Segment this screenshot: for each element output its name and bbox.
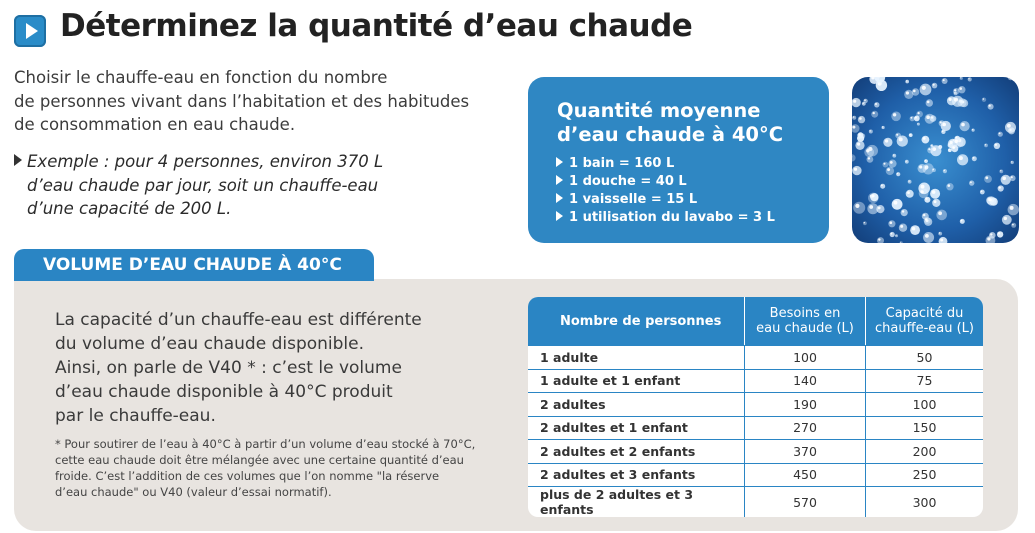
intro-line: Choisir le chauffe-eau en fonction du nombre [14,68,388,87]
section-tab [14,249,374,281]
footnote-line: cette eau chaude doit être mélangée avec une certaine quantité d’eau [55,453,464,467]
header-needs-line: eau chaude (L) [756,321,854,336]
body-line: Ainsi, on parle de V40 * : c’est le volume [55,358,402,378]
bullet-arrow-icon [556,211,563,221]
table-row [528,369,983,393]
list-item-label: 1 douche = 40 L [569,174,687,189]
header-persons: Nombre de personnes [528,297,744,345]
list-item [556,173,775,191]
cell-needs: 140 [744,369,865,393]
header-needs-line: Besoins en [769,306,841,321]
header-capacity-line: chauffe-eau (L) [875,321,974,336]
table-row [528,486,983,517]
cell-needs: 190 [744,392,865,416]
info-box-title-line: d’eau chaude à 40°C [557,123,784,146]
cell-capacity: 50 [865,345,983,369]
list-item [556,209,775,227]
water-bubbles-image [852,77,1019,243]
play-icon [14,15,46,47]
bullet-arrow-icon [14,154,22,166]
table-row [528,463,983,487]
cell-persons: 2 adultes et 1 enfant [528,416,744,440]
cell-needs: 270 [744,416,865,440]
table-row [528,416,983,440]
footnote-line: d’eau chaude" ou V40 (valeur d’essai normatif). [55,485,332,499]
body-line: par le chauffe-eau. [55,406,216,426]
table-row [528,345,983,369]
cell-capacity: 250 [865,463,983,487]
bullet-arrow-icon [556,193,563,203]
cell-persons: 1 adulte et 1 enfant [528,369,744,393]
header-needs [744,297,865,345]
cell-capacity: 100 [865,392,983,416]
cell-persons: 2 adultes et 3 enfants [528,463,744,487]
cell-needs: 370 [744,439,865,463]
example-line: Exemple : pour 4 personnes, environ 370 L [27,152,384,171]
cell-persons: 2 adultes [528,392,744,416]
cell-persons: 1 adulte [528,345,744,369]
list-item-label: 1 vaisselle = 15 L [569,192,698,207]
cell-persons: plus de 2 adultes et 3 enfants [528,486,744,517]
capacity-table [528,297,983,517]
info-box-title-line: Quantité moyenne [557,99,761,122]
cell-capacity: 300 [865,486,983,517]
bullet-arrow-icon [556,175,563,185]
cell-capacity: 150 [865,416,983,440]
intro-paragraph [14,66,514,137]
cell-capacity: 75 [865,369,983,393]
body-line: d’eau chaude disponible à 40°C produit [55,382,393,402]
body-line: La capacité d’un chauffe-eau est différente [55,310,422,330]
example-paragraph [14,150,514,221]
cell-needs: 450 [744,463,865,487]
header-capacity [865,297,983,345]
bullet-arrow-icon [556,157,563,167]
cell-needs: 570 [744,486,865,517]
table-row [528,439,983,463]
list-item [556,155,775,173]
footnote-line: * Pour soutirer de l’eau à 40°C à partir d’un volume d’eau stocké à 70°C, [55,437,476,451]
example-line: d’une capacité de 200 L. [27,199,232,218]
example-line: d’eau chaude par jour, soit un chauffe-eau [27,175,379,195]
table-row [528,392,983,416]
footnote-line: froide. C’est l’addition de ces volumes que l’on nomme "la réserve [55,469,440,483]
list-item-label: 1 utilisation du lavabo = 3 L [569,210,775,225]
list-item-label: 1 bain = 160 L [569,156,675,171]
body-line: du volume d’eau chaude disponible. [55,334,365,354]
info-box [528,77,829,243]
cell-persons: 2 adultes et 2 enfants [528,439,744,463]
header-capacity-line: Capacité du [885,306,964,321]
list-item [556,191,775,209]
footnote [55,436,515,500]
intro-line: de personnes vivant dans l’habitation et des habitudes [14,91,470,111]
intro-line: de consommation en eau chaude. [14,115,296,134]
table-header-row [528,297,983,345]
info-box-title [557,99,783,147]
section-tab-label: VOLUME D’EAU CHAUDE À 40°C [43,255,342,275]
cell-capacity: 200 [865,439,983,463]
cell-needs: 100 [744,345,865,369]
volume-explanation [55,308,505,428]
page-title: Déterminez la quantité d’eau chaude [60,8,693,44]
info-box-list [556,155,775,227]
